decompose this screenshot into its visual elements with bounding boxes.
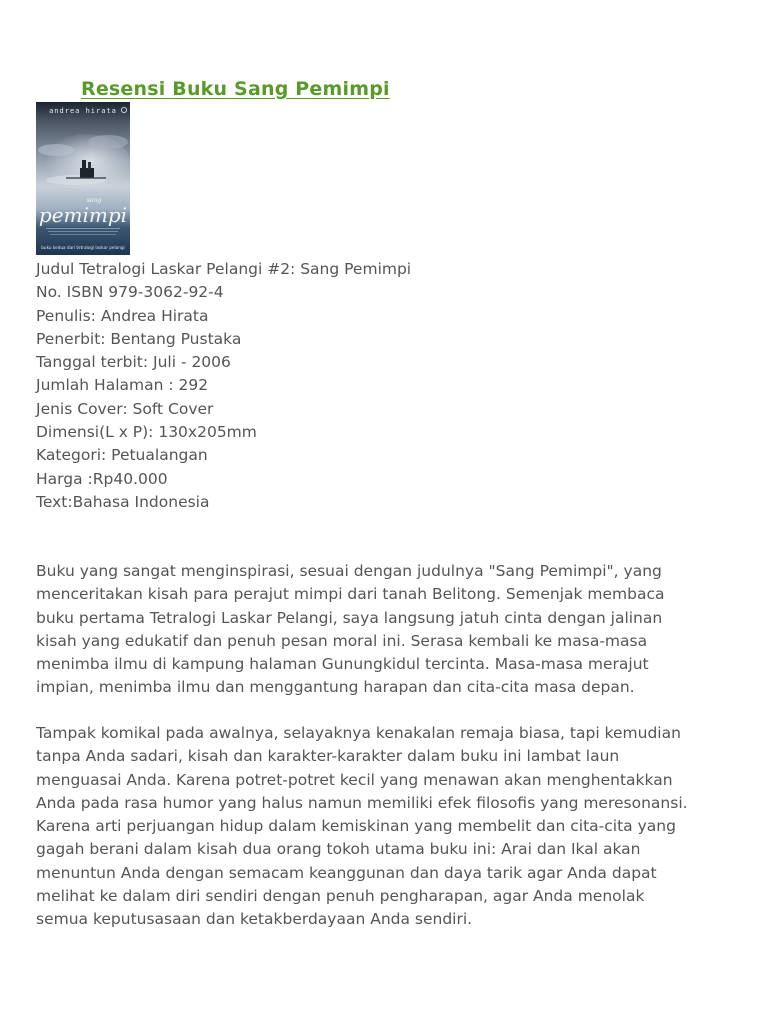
detail-line: Dimensi(L x P): 130x205mm — [36, 423, 257, 442]
paragraph-line: tanpa Anda sadari, kisah dan karakter-karakter dalam buku ini lambat laun — [36, 747, 620, 766]
detail-line: Kategori: Petualangan — [36, 446, 208, 465]
detail-line: Tanggal terbit: Juli - 2006 — [36, 353, 231, 372]
review-paragraph-2 — [36, 722, 736, 932]
paragraph-line: gagah berani dalam kisah dua orang tokoh utama buku ini: Arai dan Ikal akan — [36, 840, 641, 859]
review-paragraph-1 — [36, 560, 736, 700]
paragraph-line: buku pertama Tetralogi Laskar Pelangi, saya langsung jatuh cinta dengan jalinan — [36, 608, 663, 627]
paragraph-line: Tampak komikal pada awalnya, selayaknya kenakalan remaja biasa, tapi kemudian — [36, 724, 681, 742]
detail-line: Harga :Rp40.000 — [36, 469, 168, 488]
paragraph-line: Karena arti perjuangan hidup dalam kemiskinan yang membelit dan cita-cita yang — [36, 817, 676, 836]
paragraph-line: Anda pada rasa humor yang halus namun memiliki efek filosofis yang meresonansi. — [36, 793, 688, 812]
book-details — [36, 258, 736, 514]
paragraph-line: Buku yang sangat menginspirasi, sesuai dengan judulnya "Sang Pemimpi", yang — [36, 562, 662, 580]
detail-line: Penulis: Andrea Hirata — [36, 306, 209, 325]
paragraph-line: semua keputusasaan dan ketakberdayaan Anda sendiri. — [36, 910, 473, 929]
paragraph-line: melihat ke dalam diri sendiri dengan penuh pengharapan, agar Anda menolak — [36, 887, 645, 906]
detail-line: Jumlah Halaman : 292 — [36, 376, 209, 395]
cover-big-title: pemimpi — [38, 203, 128, 227]
paragraph-line: menuntun Anda dengan semacam keanggunan dan daya tarik agar Anda dapat — [36, 863, 657, 882]
paragraph-line: impian, menimba ilmu dan menggantung harapan dan cita-cita masa depan. — [36, 678, 635, 697]
cover-author-text: andrea hirata — [49, 107, 117, 115]
paragraph-line: menceritakan kisah para perajut mimpi dari tanah Belitong. Semenjak membaca — [36, 585, 665, 604]
detail-line: Penerbit: Bentang Pustaka — [36, 329, 242, 348]
book-cover-image — [36, 102, 130, 255]
page-title[interactable]: Resensi Buku Sang Pemimpi — [81, 78, 390, 100]
paragraph-line: menguasai Anda. Karena potret-potret kecil yang menawan akan menghentakkan — [36, 770, 673, 789]
paragraph-line: menimba ilmu di kampung halaman Gunungkidul tercinta. Masa-masa merajut — [36, 655, 649, 674]
detail-line: Text:Bahasa Indonesia — [36, 492, 210, 511]
paragraph-line: kisah yang edukatif dan penuh pesan moral ini. Serasa kembali ke masa-masa — [36, 631, 648, 650]
cover-small-title: sang — [86, 197, 102, 204]
detail-line: No. ISBN 979-3062-92-4 — [36, 283, 224, 302]
detail-line: Jenis Cover: Soft Cover — [36, 399, 214, 418]
detail-line: Judul Tetralogi Laskar Pelangi #2: Sang Pemimpi — [36, 260, 412, 278]
cover-tagline: buku kedua dari tetralogi laskar pelangi — [41, 245, 125, 250]
